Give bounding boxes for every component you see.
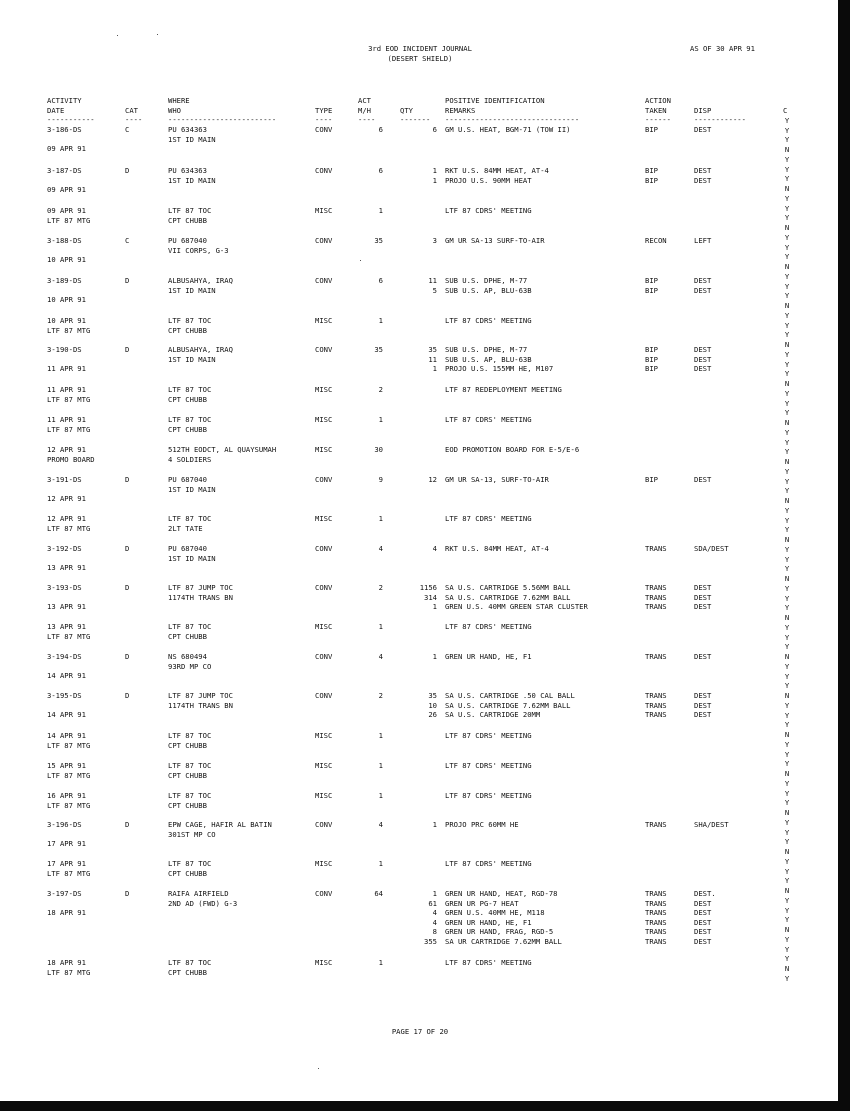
page-number: PAGE 17 OF 20: [391, 1027, 449, 1036]
flag-mark: Y: [784, 164, 790, 174]
flag-mark: Y: [784, 427, 790, 437]
flag-mark: N: [784, 925, 790, 934]
flag-mark: Y: [784, 505, 790, 515]
entry-action: TRANS: [645, 820, 667, 829]
entry-action: TRANS: [645, 544, 667, 553]
flag-mark: N: [784, 574, 790, 583]
entry-qty: 12: [428, 475, 437, 484]
entry-where: LTF 87 TOC CPT CHUBB: [168, 761, 212, 780]
flag-mark: Y: [784, 856, 790, 866]
flag-mark: Y: [784, 954, 790, 964]
entry-type: MISC: [315, 859, 333, 868]
entry-qty: 35 10 26: [428, 691, 437, 720]
entry-remarks: LTF 87 CDRS' MEETING: [445, 761, 532, 770]
scan-border-right: [838, 0, 850, 1111]
entry-remarks: LTF 87 CDRS' MEETING: [445, 206, 532, 215]
entry-type: CONV: [315, 276, 333, 285]
entry-action: BIP BIP: [645, 166, 658, 185]
flag-mark: Y: [784, 115, 790, 125]
flag-mark: Y: [784, 203, 790, 213]
entry-remarks: LTF 87 CDRS' MEETING: [445, 514, 532, 523]
flag-mark: Y: [784, 866, 790, 876]
entry-act: 2: [378, 385, 383, 394]
title-line-1: 3rd EOD INCIDENT JOURNAL: [368, 44, 472, 53]
entry-type: MISC: [315, 514, 333, 523]
flag-mark: Y: [784, 476, 790, 486]
title-line-2: (DESERT SHIELD): [387, 53, 453, 63]
flag-mark: Y: [784, 583, 790, 593]
entry-disp: DEST DEST DEST: [694, 691, 712, 720]
entry-where: EPW CAGE, HAFIR AL BATIN 301ST MP CO: [168, 820, 272, 839]
entry-remarks: RKT U.S. 84MM HEAT, AT-4 PROJO U.S. 90MM HEAT: [445, 166, 549, 185]
flag-mark: Y: [784, 798, 790, 808]
flag-mark: Y: [784, 398, 790, 408]
entry-where: LTF 87 TOC CPT CHUBB: [168, 791, 212, 810]
entry-type: MISC: [315, 731, 333, 740]
entry-remarks: LTF 87 CDRS' MEETING: [445, 859, 532, 868]
scan-speck: [117, 35, 118, 36]
header-type: TYPE ----: [315, 105, 333, 125]
entry-activity: 15 APR 91 LTF 87 MTG: [47, 761, 91, 780]
entry-where: LTF 87 TOC 2LT TATE: [168, 514, 212, 533]
flag-mark: Y: [784, 681, 790, 691]
header-act: ACT M/H ----: [358, 96, 376, 125]
entry-type: MISC: [315, 385, 333, 394]
entry-cat: D: [125, 475, 130, 484]
entry-type: MISC: [315, 415, 333, 424]
entry-type: CONV: [315, 345, 333, 354]
flag-mark: Y: [784, 934, 790, 944]
entry-where: PU 634363 1ST ID MAIN: [168, 166, 216, 185]
entry-type: CONV: [315, 820, 333, 829]
entry-act: 1: [378, 859, 383, 868]
flag-mark: N: [784, 184, 790, 193]
flag-mark: N: [784, 769, 790, 778]
flag-mark: Y: [784, 135, 790, 145]
header-qty: QTY -------: [400, 105, 431, 125]
entry-action: TRANS: [645, 652, 667, 661]
entry-disp: DEST. DEST DEST DEST DEST DEST: [694, 889, 716, 946]
entry-qty: 6: [432, 125, 437, 134]
flag-mark: Y: [784, 759, 790, 769]
entry-qty: 3: [432, 236, 437, 245]
entry-remarks: LTF 87 CDRS' MEETING: [445, 316, 532, 325]
flag-mark: Y: [784, 895, 790, 905]
entry-qty: 1 61 4 4 8 355: [424, 889, 437, 946]
entry-disp: DEST DEST DEST: [694, 345, 712, 374]
entry-disp: DEST: [694, 125, 712, 134]
flag-mark: Y: [784, 710, 790, 720]
entry-act: 30: [374, 445, 383, 454]
flag-mark: Y: [784, 876, 790, 886]
entry-action: BIP BIP: [645, 276, 658, 295]
entry-activity: 3-187-DS 09 APR 91: [47, 166, 86, 195]
entry-where: 512TH EODCT, AL QUAYSUMAH 4 SOLDIERS: [168, 445, 277, 464]
entry-disp: DEST DEST DEST: [694, 583, 712, 612]
entry-activity: 10 APR 91 LTF 87 MTG: [47, 316, 91, 335]
flag-mark: N: [784, 652, 790, 661]
entry-act: 6: [378, 276, 383, 285]
header-cat: CAT ----: [125, 105, 143, 125]
entry-activity: 13 APR 91 LTF 87 MTG: [47, 622, 91, 641]
entry-cat: D: [125, 652, 130, 661]
entry-type: MISC: [315, 316, 333, 325]
flag-mark: Y: [784, 320, 790, 330]
entry-act: 1: [378, 761, 383, 770]
entry-cat: D: [125, 166, 130, 175]
entry-activity: 3-191-DS 12 APR 91: [47, 475, 86, 504]
entry-cat: D: [125, 691, 130, 700]
flag-mark: Y: [784, 827, 790, 837]
flag-mark: Y: [784, 944, 790, 954]
entry-where: LTF 87 TOC CPT CHUBB: [168, 385, 212, 404]
flag-mark: Y: [784, 330, 790, 340]
entry-type: MISC: [315, 761, 333, 770]
entry-type: CONV: [315, 125, 333, 134]
entry-type: CONV: [315, 475, 333, 484]
flag-mark: N: [784, 379, 790, 388]
entry-act: 1: [378, 791, 383, 800]
entry-disp: SHA/DEST: [694, 820, 729, 829]
as-of-date: AS OF 30 APR 91: [690, 44, 755, 53]
entry-action: RECON: [645, 236, 667, 245]
entry-where: LTF 87 JUMP TOC 1174TH TRANS BN: [168, 583, 233, 602]
entry-activity: 11 APR 91 LTF 87 MTG: [47, 385, 91, 404]
flag-mark: N: [784, 535, 790, 544]
entry-remarks: GREN UR HAND, HEAT, RGD-78 GREN UR PG-7 HEAT GREN U.S. 40MM HE, M118 GREN UR HAND, HE, F1 GREN UR HAND, FRAG, RGD-5 SA UR CARTRIDGE 7.62MM BALL: [445, 889, 562, 946]
flag-mark: N: [784, 496, 790, 505]
entry-where: ALBUSAHYA, IRAQ 1ST ID MAIN: [168, 276, 233, 295]
entry-activity: 16 APR 91 LTF 87 MTG: [47, 791, 91, 810]
entry-where: LTF 87 JUMP TOC 1174TH TRANS BN: [168, 691, 233, 710]
entry-where: LTF 87 TOC CPT CHUBB: [168, 958, 212, 977]
flag-mark: N: [784, 418, 790, 427]
entry-cat: D: [125, 276, 130, 285]
flag-mark: N: [784, 964, 790, 973]
flag-column: [782, 106, 792, 984]
entry-activity: 12 APR 91 LTF 87 MTG: [47, 514, 91, 533]
entry-type: CONV: [315, 236, 333, 245]
entry-act: 1: [378, 415, 383, 424]
entry-disp: DEST DEST: [694, 166, 712, 185]
flag-mark: Y: [784, 466, 790, 476]
entry-activity: 17 APR 91 LTF 87 MTG: [47, 859, 91, 878]
flag-mark: Y: [784, 174, 790, 184]
entry-remarks: LTF 87 CDRS' MEETING: [445, 958, 532, 967]
flag-mark: Y: [784, 544, 790, 554]
header-pos: POSITIVE IDENTIFICATION REMARKS -------------------------------: [445, 96, 580, 125]
flag-mark: Y: [784, 359, 790, 369]
flag-mark: Y: [784, 700, 790, 710]
entry-disp: SDA/DEST: [694, 544, 729, 553]
entry-activity: 3-190-DS 11 APR 91: [47, 345, 86, 374]
entry-where: PU 687040 1ST ID MAIN: [168, 475, 216, 494]
entry-remarks: SA U.S. CARTRIDGE 5.56MM BALL SA U.S. CARTRIDGE 7.62MM BALL GREN U.S. 40MM GREEN STAR CLUSTER: [445, 583, 588, 612]
scan-speck: [157, 34, 158, 35]
flag-mark: Y: [784, 154, 790, 164]
entry-qty: 1156 314 1: [419, 583, 437, 612]
entry-type: MISC: [315, 791, 333, 800]
entry-activity: 3-195-DS 14 APR 91: [47, 691, 86, 720]
entry-action: TRANS TRANS TRANS: [645, 583, 667, 612]
entry-action: BIP: [645, 475, 658, 484]
flag-mark: Y: [784, 564, 790, 574]
entry-act: 4: [378, 820, 383, 829]
flag-mark: Y: [784, 310, 790, 320]
entry-activity: 3-192-DS 13 APR 91: [47, 544, 86, 573]
entry-qty: 4: [432, 544, 437, 553]
entry-cat: C: [125, 236, 130, 245]
entry-act: 1: [378, 731, 383, 740]
flag-mark: Y: [784, 437, 790, 447]
entry-qty: 35 11 1: [428, 345, 437, 374]
entry-qty: 1 1: [432, 166, 437, 185]
flag-mark: Y: [784, 232, 790, 242]
entry-where: LTF 87 TOC CPT CHUBB: [168, 415, 212, 434]
entry-type: CONV: [315, 652, 333, 661]
entry-action: TRANS TRANS TRANS: [645, 691, 667, 720]
flag-mark: N: [784, 223, 790, 232]
entry-act: 2: [378, 583, 383, 592]
entry-type: CONV: [315, 691, 333, 700]
flag-mark: Y: [784, 271, 790, 281]
entry-remarks: LTF 87 CDRS' MEETING: [445, 622, 532, 631]
entry-act: 1: [378, 206, 383, 215]
scan-border-bottom: [0, 1101, 850, 1111]
flag-mark: Y: [784, 720, 790, 730]
entry-remarks: GM U.S. HEAT, BGM-71 (TOW II): [445, 125, 571, 134]
entry-action: TRANS TRANS TRANS TRANS TRANS TRANS: [645, 889, 667, 946]
entry-remarks: SUB U.S. DPHE, M-77 SUB U.S. AP, BLU-63B: [445, 276, 532, 295]
flag-mark: Y: [784, 408, 790, 418]
flag-mark: Y: [784, 739, 790, 749]
flag-mark: N: [784, 301, 790, 310]
flag-mark: Y: [784, 642, 790, 652]
flag-mark: Y: [784, 349, 790, 359]
flag-mark: Y: [784, 749, 790, 759]
entry-remarks: GM UR SA-13 SURF-TO-AIR: [445, 236, 545, 245]
flag-mark: N: [784, 808, 790, 817]
flag-mark: Y: [784, 603, 790, 613]
entry-act: 1: [378, 958, 383, 967]
entry-disp: DEST DEST: [694, 276, 712, 295]
entry-activity: 3-186-DS 09 APR 91: [47, 125, 86, 154]
flag-spacer: [782, 106, 792, 116]
flag-mark: Y: [784, 905, 790, 915]
flag-mark: Y: [784, 291, 790, 301]
entry-qty: 1: [432, 820, 437, 829]
entry-act: 35: [374, 236, 383, 245]
entry-qty: 1: [432, 652, 437, 661]
entry-remarks: LTF 87 REDEPLOYMENT MEETING: [445, 385, 562, 394]
entry-act: 2: [378, 691, 383, 700]
flag-mark: N: [784, 730, 790, 739]
header-action: ACTION TAKEN ------: [645, 96, 671, 125]
entry-activity: 3-194-DS 14 APR 91: [47, 652, 86, 681]
entry-type: MISC: [315, 958, 333, 967]
entry-cat: D: [125, 889, 130, 898]
entry-remarks: LTF 87 CDRS' MEETING: [445, 791, 532, 800]
entry-where: RAIFA AIRFIELD 2ND AD (FWD) G-3: [168, 889, 238, 908]
entry-cat: D: [125, 820, 130, 829]
entry-type: CONV: [315, 889, 333, 898]
flag-mark: Y: [784, 788, 790, 798]
entry-where: PU 687040 1ST ID MAIN: [168, 544, 216, 563]
entry-remarks: GREN UR HAND, HE, F1: [445, 652, 532, 661]
entry-activity: 12 APR 91 PROMO BOARD: [47, 445, 95, 464]
flag-mark: N: [784, 145, 790, 154]
entry-type: CONV: [315, 544, 333, 553]
entry-type: MISC: [315, 622, 333, 631]
entry-act: 4: [378, 652, 383, 661]
flag-mark: N: [784, 262, 790, 271]
entry-act: 9: [378, 475, 383, 484]
header-where: WHERE WHO -------------------------: [168, 96, 277, 125]
flag-mark: Y: [784, 388, 790, 398]
flag-mark: Y: [784, 554, 790, 564]
entry-activity: 09 APR 91 LTF 87 MTG: [47, 206, 91, 225]
flag-mark: Y: [784, 369, 790, 379]
flag-mark: Y: [784, 671, 790, 681]
entry-act: 64: [374, 889, 383, 898]
entry-where: LTF 87 TOC CPT CHUBB: [168, 859, 212, 878]
entry-remarks: PROJO PRC 60MM HE: [445, 820, 519, 829]
entry-activity: 3-197-DS 18 APR 91: [47, 889, 86, 918]
entry-activity: 11 APR 91 LTF 87 MTG: [47, 415, 91, 434]
flag-mark: Y: [784, 778, 790, 788]
flag-mark: Y: [784, 973, 790, 983]
entry-activity: 3-193-DS 13 APR 91: [47, 583, 86, 612]
flag-mark: Y: [784, 252, 790, 262]
entry-activity: 18 APR 91 LTF 87 MTG: [47, 958, 91, 977]
flag-mark: N: [784, 613, 790, 622]
entry-act: 1: [378, 316, 383, 325]
flag-mark: N: [784, 340, 790, 349]
entry-act: 1: [378, 514, 383, 523]
entry-remarks: SUB U.S. DPHE, M-77 SUB U.S. AP, BLU-63B PROJO U.S. 155MM HE, M107: [445, 345, 554, 374]
flag-mark: Y: [784, 632, 790, 642]
scan-speck: [360, 260, 361, 261]
flag-mark: Y: [784, 193, 790, 203]
entry-act: 35: [374, 345, 383, 354]
entry-remarks: GM UR SA-13, SURF-TO-AIR: [445, 475, 549, 484]
header-flag: C: [783, 106, 788, 115]
entry-activity: 3-196-DS 17 APR 91: [47, 820, 86, 849]
entry-activity: 14 APR 91 LTF 87 MTG: [47, 731, 91, 750]
flag-mark: Y: [784, 486, 790, 496]
entry-type: CONV: [315, 583, 333, 592]
flag-mark: N: [784, 886, 790, 895]
entry-where: LTF 87 TOC CPT CHUBB: [168, 206, 212, 225]
entry-act: 6: [378, 125, 383, 134]
flag-mark: N: [784, 691, 790, 700]
flag-mark: N: [784, 457, 790, 466]
flag-mark: Y: [784, 447, 790, 457]
entry-act: 6: [378, 166, 383, 175]
entry-disp: DEST: [694, 475, 712, 484]
flag-mark: Y: [784, 593, 790, 603]
entry-cat: D: [125, 583, 130, 592]
journal-title: [300, 44, 540, 63]
entry-type: MISC: [315, 206, 333, 215]
scan-speck: [318, 1068, 319, 1069]
entry-action: BIP BIP BIP: [645, 345, 658, 374]
flag-mark: Y: [784, 817, 790, 827]
entry-remarks: SA U.S. CARTRIDGE .50 CAL BALL SA U.S. CARTRIDGE 7.62MM BALL SA U.S. CARTRIDGE 20MM: [445, 691, 575, 720]
flag-mark: Y: [784, 915, 790, 925]
entry-remarks: RKT U.S. 84MM HEAT, AT-4: [445, 544, 549, 553]
entry-where: LTF 87 TOC CPT CHUBB: [168, 316, 212, 335]
entry-where: LTF 87 TOC CPT CHUBB: [168, 731, 212, 750]
entry-where: PU 634363 1ST ID MAIN: [168, 125, 216, 144]
entry-act: 4: [378, 544, 383, 553]
flag-mark: Y: [784, 661, 790, 671]
header-activity: ACTIVITY DATE -----------: [47, 96, 95, 125]
flag-mark: Y: [784, 622, 790, 632]
entry-disp: LEFT: [694, 236, 712, 245]
flag-mark: N: [784, 847, 790, 856]
entry-action: BIP: [645, 125, 658, 134]
entry-remarks: LTF 87 CDRS' MEETING: [445, 731, 532, 740]
header-disp: DISP ------------: [694, 105, 746, 125]
entry-cat: D: [125, 345, 130, 354]
entry-cat: C: [125, 125, 130, 134]
flag-mark: Y: [784, 525, 790, 535]
entry-disp: DEST: [694, 652, 712, 661]
entry-type: MISC: [315, 445, 333, 454]
entry-where: ALBUSAHYA, IRAQ 1ST ID MAIN: [168, 345, 233, 364]
entry-activity: 3-188-DS 10 APR 91: [47, 236, 86, 265]
flag-mark: Y: [784, 837, 790, 847]
flag-mark: Y: [784, 281, 790, 291]
entry-remarks: LTF 87 CDRS' MEETING: [445, 415, 532, 424]
flag-mark: Y: [784, 242, 790, 252]
entry-cat: D: [125, 544, 130, 553]
entry-type: CONV: [315, 166, 333, 175]
entry-remarks: EOD PROMOTION BOARD FOR E-5/E-6: [445, 445, 580, 454]
entry-where: NS 680494 93RD MP CO: [168, 652, 212, 671]
entry-where: LTF 87 TOC CPT CHUBB: [168, 622, 212, 641]
flag-mark: Y: [784, 125, 790, 135]
entry-where: PU 687040 VII CORPS, G-3: [168, 236, 229, 255]
entry-activity: 3-189-DS 10 APR 91: [47, 276, 86, 305]
flag-mark: Y: [784, 213, 790, 223]
entry-qty: 11 5: [428, 276, 437, 295]
flag-mark: Y: [784, 515, 790, 525]
entry-act: 1: [378, 622, 383, 631]
